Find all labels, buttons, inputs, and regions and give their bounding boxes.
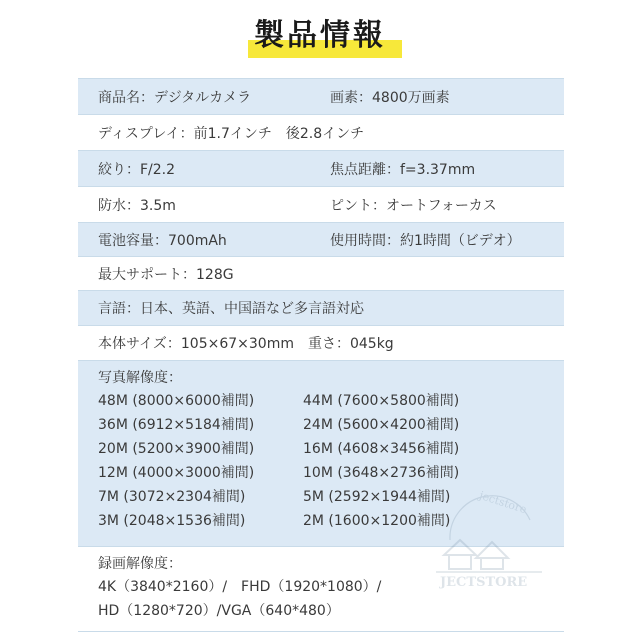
spec-max-storage: 最大サポート：128G — [98, 266, 234, 283]
photo-resolution-line — [98, 413, 564, 437]
photo-resolution-caption: 写真解像度： — [98, 370, 182, 386]
photo-res-24m: 24M (5600×4200補間) — [303, 417, 460, 433]
spec-battery: 電池容量：700mAh — [98, 232, 227, 249]
photo-res-10m: 10M (3648×2736補間) — [303, 465, 460, 481]
spec-model: 商品名：デジタルカメラ — [98, 89, 252, 106]
spec-row-storage — [78, 256, 564, 290]
photo-res-44m: 44M (7600×5800補間) — [303, 393, 460, 409]
photo-resolution-line — [98, 485, 564, 509]
video-resolution-line-1: 4K（3840*2160）/ FHD（1920*1080）/ — [98, 579, 382, 595]
page-title: 製品情報 — [254, 18, 386, 53]
spec-display: ディスプレイ：前1.7インチ 後2.8インチ — [98, 125, 365, 142]
photo-resolution-line — [98, 509, 564, 533]
photo-resolution-line — [98, 389, 564, 413]
photo-res-7m: 7M (3072×2304補間) — [98, 489, 246, 505]
spec-focal-length: 焦点距離：f=3.37mm — [330, 161, 476, 178]
spec-row-language — [78, 290, 564, 325]
spec-row-size — [78, 325, 564, 360]
svg-text:JECTSTORE: JECTSTORE — [440, 575, 528, 590]
spec-row-battery — [78, 222, 564, 256]
spec-language: 言語：日本、英語、中国語など多言語対応 — [98, 301, 364, 317]
photo-res-12m: 12M (4000×3000補間) — [98, 465, 255, 481]
spec-row-model — [78, 78, 564, 114]
svg-text:jectstore: jectstore — [477, 488, 529, 517]
photo-res-5m: 5M (2592×1944補間) — [303, 489, 451, 505]
spec-row-photo-resolution — [78, 360, 564, 546]
spec-table — [78, 78, 564, 632]
photo-res-36m: 36M (6912×5184補間) — [98, 417, 255, 433]
photo-res-20m: 20M (5200×3900補間) — [98, 441, 255, 457]
spec-waterproof: 防水：3.5m — [98, 197, 176, 214]
photo-resolution-line — [98, 461, 564, 485]
photo-res-2m: 2M (1600×1200補間) — [303, 513, 451, 529]
video-resolution-line-2: HD（1280*720）/VGA（640*480） — [98, 603, 340, 619]
spec-row-display — [78, 114, 564, 150]
spec-usage-time: 使用時間：約1時間（ビデオ） — [330, 232, 521, 249]
spec-size-weight: 本体サイズ：105×67×30mm 重さ：045kg — [98, 336, 394, 352]
spec-pixels: 画素：4800万画素 — [330, 89, 450, 106]
spec-row-aperture — [78, 150, 564, 186]
photo-res-16m: 16M (4608×3456補間) — [303, 441, 460, 457]
spec-focus: ピント：オートフォーカス — [330, 197, 497, 214]
spec-row-waterproof — [78, 186, 564, 222]
spec-aperture: 絞り：F/2.2 — [98, 161, 176, 178]
photo-res-48m: 48M (8000×6000補間) — [98, 393, 255, 409]
video-resolution-caption: 録画解像度： — [98, 556, 182, 572]
title-area — [0, 0, 640, 80]
photo-resolution-line — [98, 437, 564, 461]
photo-res-3m: 3M (2048×1536補間) — [98, 513, 246, 529]
spec-row-video-resolution — [78, 546, 564, 632]
